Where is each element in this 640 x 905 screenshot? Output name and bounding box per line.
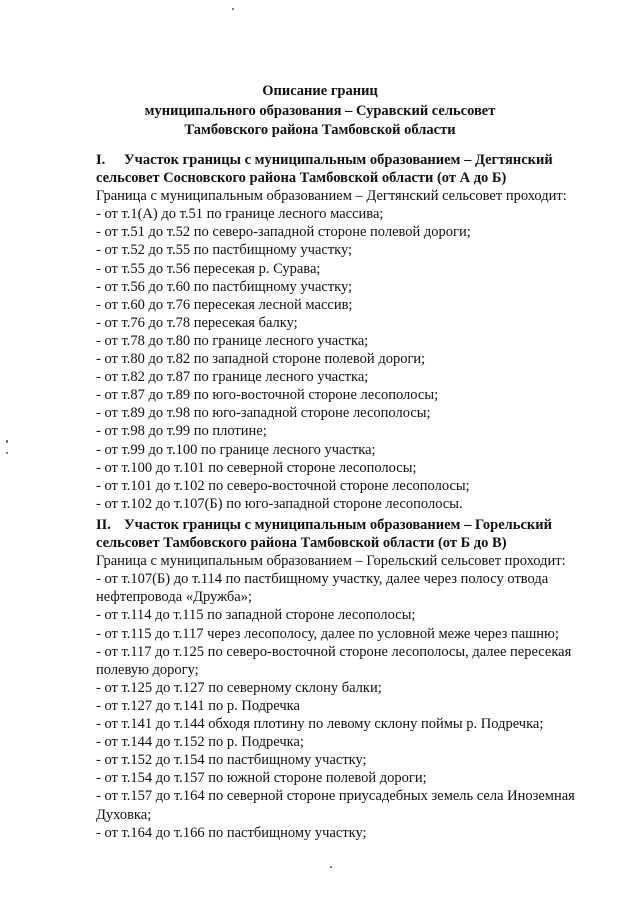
list-item: - от т.52 до т.55 по пастбищному участку; — [96, 242, 353, 259]
list-item: - от т.115 до т.117 через лесополосу, далее по условной меже через пашню; — [96, 625, 559, 642]
section-heading-text: Участок границы с муниципальным образованием – Горельский — [124, 517, 552, 533]
section-number: II. — [96, 517, 111, 533]
list-item: - от т.117 до т.125 по северо-восточной стороне лесополосы, далее пересекая полевую дорогу; — [96, 643, 572, 678]
title-line-1: Описание границ — [262, 83, 378, 99]
list-item: - от т.144 до т.152 по р. Подречка; — [96, 734, 304, 751]
list-item: - от т.89 до т.98 по юго-западной стороне лесополосы; — [96, 405, 431, 422]
title-line-2: муниципального образования – Суравский сельсовет — [144, 102, 496, 119]
list-item: - от т.157 до т.164 по северной стороне приусадебных земель села Иноземная Духовка; — [96, 788, 575, 823]
section-degtyanskiy — [96, 151, 616, 513]
list-item: - от т.125 до т.127 по северному склону балки; — [96, 679, 382, 696]
list-item: - от т.107(Б) до т.114 по пастбищному участку, далее через полосу отвода нефтепровода «Дружба»; — [96, 571, 549, 606]
scan-speck — [6, 452, 8, 454]
scan-speck — [232, 8, 234, 10]
list-item: - от т.80 до т.82 по западной стороне полевой дороги; — [96, 351, 426, 368]
list-item: - от т.114 до т.115 по западной стороне лесополосы; — [96, 607, 416, 624]
section-heading-line-2: сельсовет Сосновского района Тамбовской области (от А до Б) — [96, 170, 507, 187]
list-item: - от т.99 до т.100 по границе лесного участка; — [96, 441, 376, 458]
list-item: - от т.76 до т.78 пересекая балку; — [96, 314, 298, 331]
section-heading — [96, 516, 616, 552]
scan-speck — [6, 440, 8, 443]
section-heading-line-1 — [96, 516, 616, 534]
list-item: - от т.102 до т.107(Б) по юго-западной стороне лесополосы. — [96, 495, 463, 512]
list-item: - от т.1(А) до т.51 по границе лесного массива; — [96, 206, 384, 223]
list-item: - от т.154 до т.157 по южной стороне полевой дороги; — [96, 770, 427, 787]
section-intro: Граница с муниципальным образованием – Горельский сельсовет проходит: — [96, 553, 566, 570]
list-item: - от т.60 до т.76 пересекая лесной массив; — [96, 296, 353, 313]
list-item: - от т.51 до т.52 по северо-западной стороне полевой дороги; — [96, 224, 471, 241]
list-item: - от т.87 до т.89 по юго-восточной стороне лесополосы; — [96, 387, 439, 404]
list-item: - от т.100 до т.101 по северной стороне лесополосы; — [96, 459, 417, 476]
list-item: - от т.127 до т.141 по р. Подречка — [96, 697, 300, 714]
section-heading-line-2: сельсовет Тамбовского района Тамбовской области (от Б до В) — [96, 535, 507, 552]
list-item: - от т.141 до т.144 обходя плотину по левому склону поймы р. Подречка; — [96, 716, 544, 733]
list-item: - от т.82 до т.87 по границе лесного участка; — [96, 369, 369, 386]
list-item: - от т.78 до т.80 по границе лесного участка; — [96, 332, 369, 349]
section-heading-line-1 — [96, 151, 616, 169]
list-item: - от т.152 до т.154 по пастбищному участку; — [96, 752, 367, 769]
section-intro: Граница с муниципальным образованием – Дегтянский сельсовет проходит: — [96, 188, 567, 205]
list-item: - от т.56 до т.60 по пастбищному участку; — [96, 278, 353, 295]
document-title — [0, 82, 640, 141]
scan-speck — [330, 866, 332, 868]
section-gorelskiy — [96, 516, 616, 842]
section-heading-text: Участок границы с муниципальным образованием – Дегтянский — [124, 152, 553, 168]
list-item: - от т.101 до т.102 по северо-восточной стороне лесополосы; — [96, 477, 470, 494]
list-item: - от т.55 до т.56 пересекая р. Сурава; — [96, 260, 321, 277]
title-line-3: Тамбовского района Тамбовской области — [184, 122, 456, 138]
list-item: - от т.98 до т.99 по плотине; — [96, 423, 267, 440]
section-number: I. — [96, 152, 106, 168]
section-heading — [96, 151, 616, 187]
list-item: - от т.164 до т.166 по пастбищному участку; — [96, 824, 367, 841]
